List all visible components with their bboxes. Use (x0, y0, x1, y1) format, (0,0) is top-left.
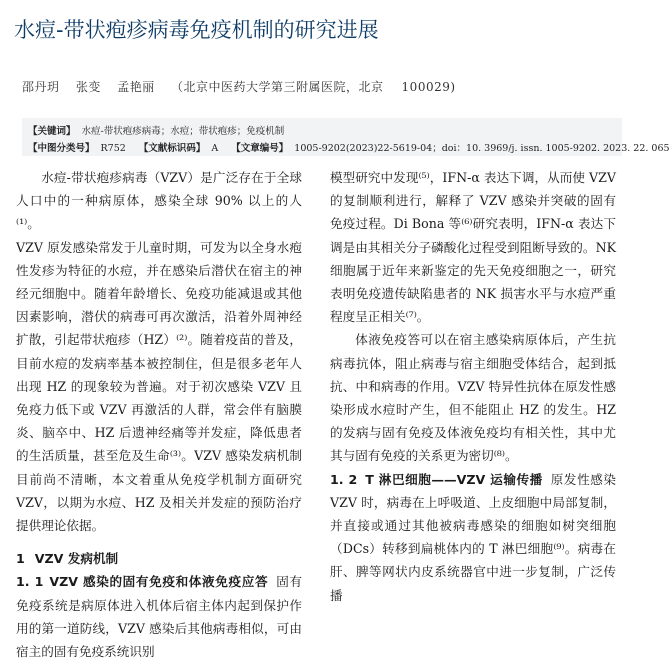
keywords-label: 【关键词】 (28, 126, 76, 137)
subsection-number: 1. 1 (16, 574, 44, 590)
doc-code-value: A (211, 143, 219, 154)
section-title: VZV 发病机制 (34, 551, 119, 567)
keywords-row (28, 123, 284, 137)
body-text: 原发性感染 VZV 时，病毒在上呼吸道、上皮细胞中局部复制，并直接或通过其他被病毒感染的细胞如树突细胞（DCs）转移到扁桃体内的 T 淋巴细胞⁽⁹⁾。病毒在肝、脾等网状内皮系统器官中进一步复制，广泛传播 (330, 471, 616, 603)
classification-row (28, 140, 670, 154)
subsection-paragraph (16, 570, 302, 663)
author-postcode: 100029) (401, 80, 456, 94)
body-paragraph: VZV 原发感染常发于儿童时期，可发为以全身水疱性发疹为特征的水痘，并在感染后潜伏在宿主的神经元细胞中。随着年龄增长、免疫功能减退或其他因素影响，潜伏的病毒可再次激活，沿着外周神经扩散，引起带状疱疹（HZ）⁽²⁾。随着疫苗的普及，目前水痘的发病率基本被控制住，但是很多老年人出现 HZ 的现象较为普遍。对于初次感染 VZV 且免疫力低下或 VZV 再激活的人群，常会伴有脑膜炎、脑卒中、HZ 后遗神经痛等并发症，降低患者的生活质量，甚至危及生命⁽³⁾。VZV 感染发病机制目前尚不清晰，本文着重从免疫学机制方面研究 VZV，以期为水痘、HZ 及相关并发症的预防治疗提供理论依据。 (16, 239, 302, 534)
subsection-title: T 淋巴细胞——VZV 运输传播 (365, 471, 543, 487)
article-id-value: 1005-9202(2023)22-5619-04；doi：10. 3969/j. issn. 1005-9202. 2023. 22. 065 (294, 143, 670, 154)
body-paragraph: 模型研究中发现⁽⁵⁾，IFN-α 表达下调，从而使 VZV 的复制顺利进行，解释了 VZV 感染并突破的固有免疫过程。Di Bona 等⁽⁶⁾研究表明，IFN-α 表达下调是由其相关分子磷酸化过程受到阻断导致的。NK 细胞属于近年来新鉴定的先天免疫细胞之一，研究表明免疫遗传缺陷患者的 NK 损害水平与水痘严重程度呈正相关⁽⁷⁾。 (330, 170, 616, 325)
body-paragraph: 体液免疫答可以在宿主感染病原体后，产生抗病毒抗体，阻止病毒与宿主细胞受体结合，起到抵抗、中和病毒的作用。VZV 特异性抗体在原发性感染形成水痘时产生，但不能阻止 HZ 的发生。HZ 的发病与固有免疫及体液免疫均有相关性，其中尤其与固有免疫的关系更为密切⁽⁸⁾。 (330, 332, 616, 464)
article-id-label: 【文章编号】 (231, 143, 289, 154)
article-title: 水痘-带状疱疹病毒免疫机制的研究进展 (14, 18, 379, 42)
doc-code-label: 【文献标识码】 (138, 143, 206, 154)
left-column (16, 166, 303, 660)
keywords-box (22, 118, 670, 156)
clc-value: R752 (100, 143, 126, 154)
section-number: 1 (16, 551, 25, 567)
section-heading (16, 547, 302, 570)
subsection-number: 1. 2 (330, 471, 358, 487)
subsection-title: VZV 感染的固有免疫和体液免疫应答 (49, 574, 269, 590)
author-name: 邵丹玥 (22, 80, 60, 94)
body-text: 固有免疫系统是病原体进入机体后宿主体内起到保护作用的第一道防线，VZV 感染后其他病毒相似，可由宿主的固有免疫系统识别 (16, 574, 303, 660)
body-paragraph: 水痘-带状疱疹病毒（VZV）是广泛存在于全球人口中的一种病原体，感染全球 90% 以上的人⁽¹⁾。 (16, 170, 302, 232)
right-column (330, 166, 616, 603)
author-name: 张变 (75, 80, 101, 94)
author-name: 孟艳丽 (117, 80, 155, 94)
subsection-paragraph (330, 468, 616, 607)
keywords-text: 水痘-带状疱疹病毒；水痘；带状疱疹；免疫机制 (81, 126, 285, 137)
author-line (22, 78, 622, 95)
clc-label: 【中图分类号】 (28, 143, 95, 154)
author-affiliation: （北京中医药大学第三附属医院，北京 (171, 80, 384, 94)
